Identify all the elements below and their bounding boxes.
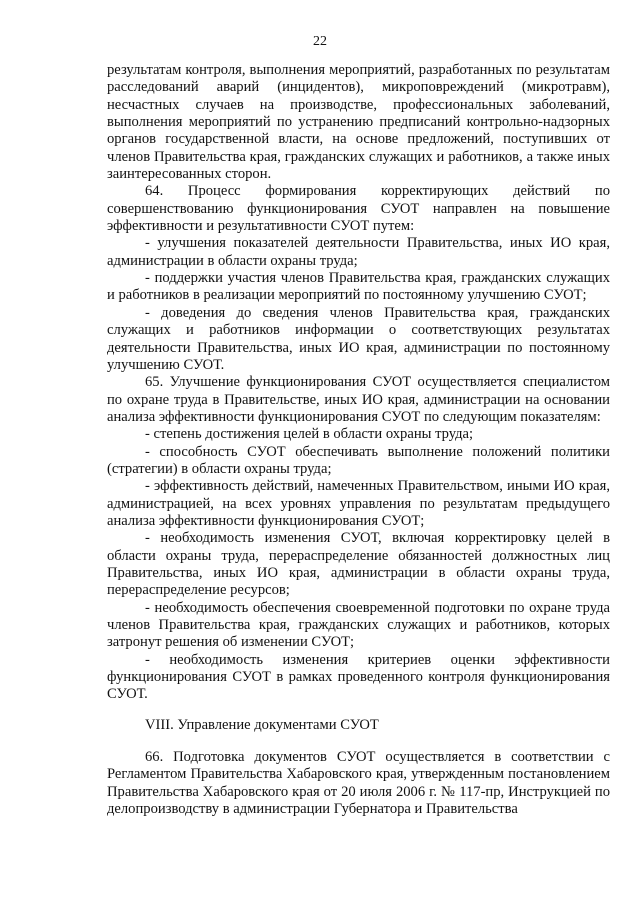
paragraph-64: 64. Процесс формирования корректирующих действий по совершенствованию функционирования СУОТ направлен на повышение эффективности и результативности СУОТ путем: xyxy=(107,183,610,235)
list-item: - необходимость изменения критериев оценки эффективности функционирования СУОТ в рамках проведенного контроля функционирования СУОТ. xyxy=(107,651,610,703)
document-body xyxy=(107,62,610,818)
paragraph-66: 66. Подготовка документов СУОТ осуществляется в соответствии с Регламентом Правительства Хабаровского края, утвержденным постановлением Правительства Хабаровского края от 20 июля 2006 г. № 117-пр, Инструкцией по делопроизводству в администрации Губернатора и Правительства xyxy=(107,749,610,818)
list-item: - необходимость обеспечения своевременной подготовки по охране труда членов Правительства края, гражданских служащих и работников, которых затронут решения об изменении СУОТ; xyxy=(107,599,610,651)
list-item: - необходимость изменения СУОТ, включая корректировку целей в области охраны труда, перераспределение обязанностей должностных лиц Правительства, иных ИО края, администрации в области охраны труда, перераспределение ресурсов; xyxy=(107,530,610,599)
section-heading: VIII. Управление документами СУОТ xyxy=(145,716,379,733)
list-item: - улучшения показателей деятельности Правительства, иных ИО края, администрации в области охраны труда; xyxy=(107,235,610,269)
paragraph-continuation: результатам контроля, выполнения мероприятий, разработанных по результатам расследований аварий (инцидентов), микроповреждений (микротравм), несчастных случаев на производстве, профессиональных заболеваний, выполнения мероприятий по устранению предписаний контрольно-надзорных органов государственной власти, на основе предложений, поступивших от членов Правительства края, гражданских служащих и работников, а также иных заинтересованных сторон. xyxy=(107,62,610,183)
list-item: - эффективность действий, намеченных Правительством, иными ИО края, администрацией, на всех уровнях управления по результатам предыдущего анализа эффективности функционирования СУОТ; xyxy=(107,478,610,529)
list-item: - поддержки участия членов Правительства края, гражданских служащих и работников в реализации мероприятий по постоянному улучшению СУОТ; xyxy=(107,270,610,304)
paragraph-65: 65. Улучшение функционирования СУОТ осуществляется специалистом по охране труда в Правительстве, иных ИО края, администрации на основании анализа эффективности функционирования СУОТ по следующим показателям: xyxy=(107,374,610,425)
list-item: - способность СУОТ обеспечивать выполнение положений политики (стратегии) в области охраны труда; xyxy=(107,443,610,477)
page-number: 22 xyxy=(313,34,327,49)
list-item: - доведения до сведения членов Правительства края, гражданских служащих и работников информации о соответствующих результатах деятельности Правительства, иных ИО края, администрации по постоянному улучшению СУОТ. xyxy=(107,304,610,373)
list-item: - степень достижения целей в области охраны труда; xyxy=(145,426,474,443)
